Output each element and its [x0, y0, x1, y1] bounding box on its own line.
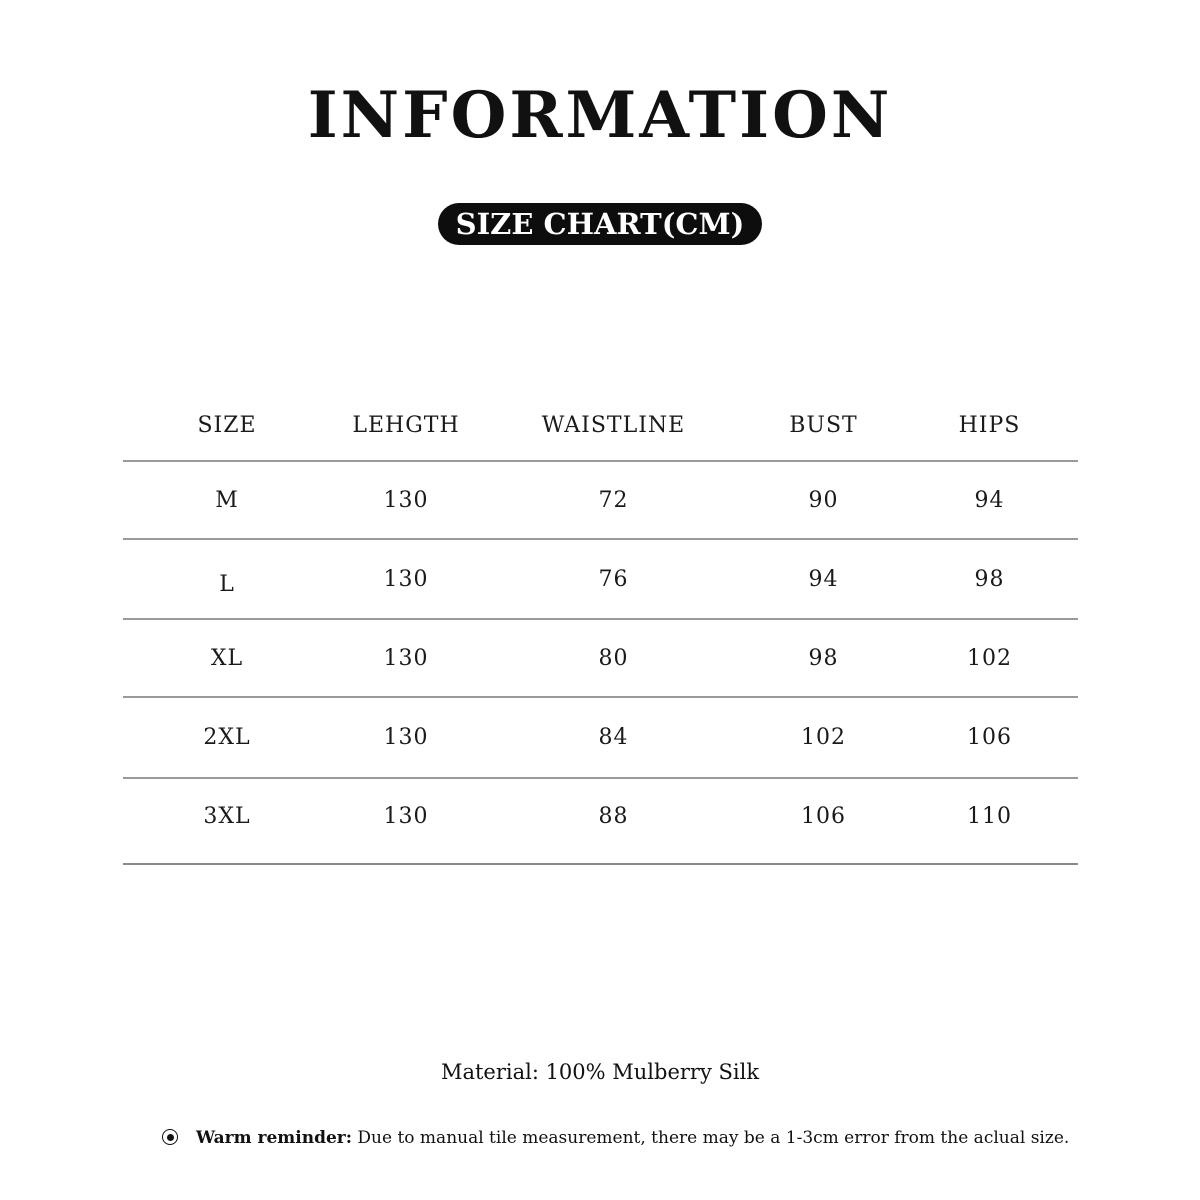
cell-hips: 102 [967, 645, 1012, 671]
column-header-bust: BUST [789, 412, 858, 438]
cell-size: M [215, 487, 239, 513]
page-title: INFORMATION [307, 78, 893, 153]
material-text: Material: 100% Mulberry Silk [440, 1060, 760, 1084]
table-row [123, 620, 1078, 698]
cell-size: 3XL [203, 803, 251, 829]
table-header-row [123, 390, 1078, 462]
cell-size: 2XL [203, 725, 251, 750]
table-row [123, 779, 1078, 865]
column-header-size: SIZE [197, 412, 257, 438]
cell-size: L [219, 571, 235, 597]
table-row [123, 462, 1078, 540]
cell-waistline: 76 [598, 566, 629, 592]
cell-hips: 94 [974, 487, 1005, 513]
size-chart-badge: SIZE CHART(CM) [438, 203, 763, 245]
reminder-text: Due to manual tile measurement, there may be a 1-3cm error from the aclual size. [352, 1128, 1070, 1148]
column-header-hips: HIPS [958, 412, 1021, 438]
cell-length: 130 [383, 803, 429, 829]
table-row [123, 540, 1078, 620]
column-header-length: LEHGTH [352, 412, 460, 438]
cell-bust: 94 [808, 566, 839, 592]
column-header-waistline: WAISTLINE [541, 412, 686, 438]
reminder-label: Warm reminder: [196, 1128, 353, 1148]
cell-bust: 90 [808, 487, 839, 513]
cell-bust: 98 [808, 645, 839, 671]
cell-hips: 110 [967, 803, 1012, 829]
cell-length: 130 [383, 566, 429, 592]
cell-waistline: 84 [598, 725, 629, 750]
size-table [123, 390, 1078, 865]
cell-size: XL [210, 645, 244, 671]
cell-waistline: 88 [598, 803, 629, 829]
cell-waistline: 72 [598, 487, 629, 513]
cell-hips: 106 [967, 725, 1012, 750]
cell-length: 130 [383, 645, 429, 671]
cell-hips: 98 [974, 566, 1005, 592]
warm-reminder [162, 1128, 1162, 1148]
cell-bust: 102 [801, 725, 846, 750]
cell-waistline: 80 [598, 645, 629, 671]
cell-length: 130 [383, 725, 429, 750]
radio-selected-icon [162, 1129, 178, 1145]
cell-length: 130 [383, 487, 429, 513]
cell-bust: 106 [801, 803, 846, 829]
badge-container [0, 203, 1200, 245]
table-row [123, 698, 1078, 779]
